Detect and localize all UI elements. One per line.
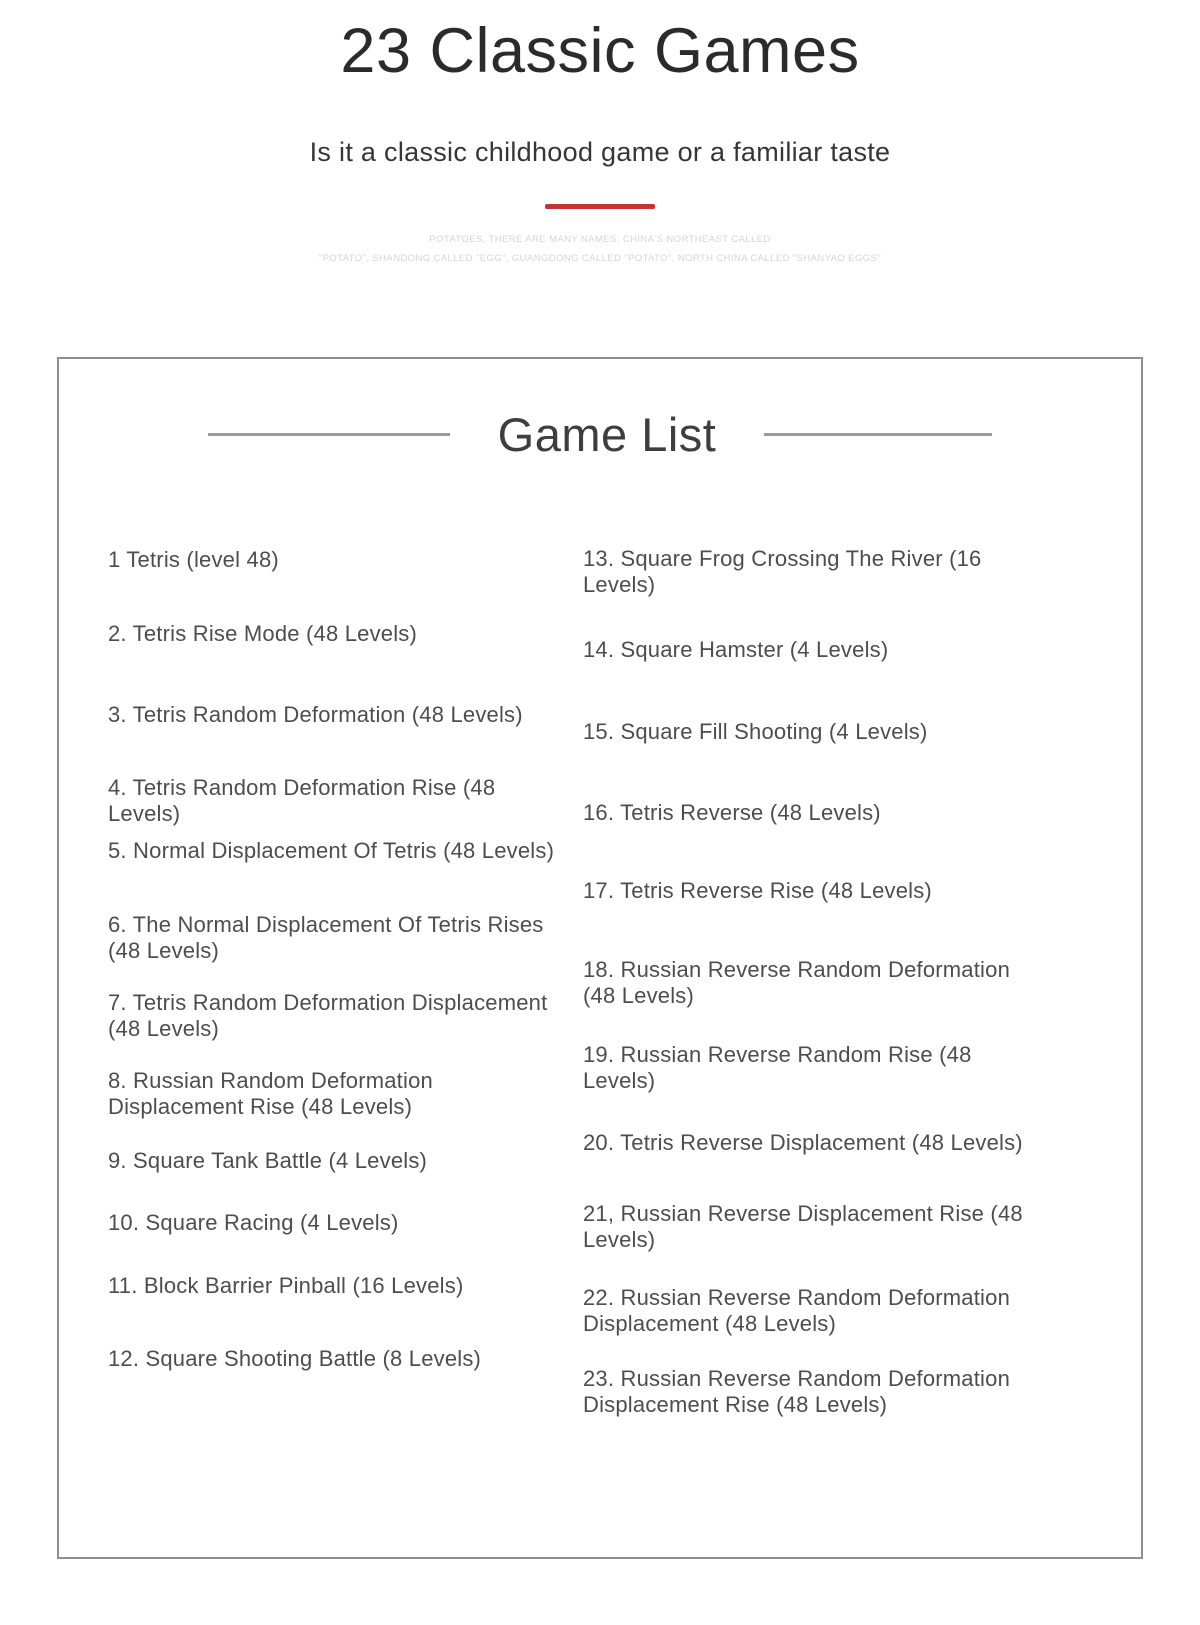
list-item-12: 12. Square Shooting Battle (8 Levels) — [108, 1345, 482, 1371]
game-list-heading-row — [59, 407, 1141, 462]
list-item-5: 5. Normal Displacement Of Tetris (48 Levels) — [108, 837, 555, 863]
list-item-11: 11. Block Barrier Pinball (16 Levels) — [108, 1272, 464, 1298]
list-item-21: 21, Russian Reverse Displacement Rise (48 Levels) — [583, 1200, 1023, 1252]
list-item-23: 23. Russian Reverse Random Deformation Displacement Rise (48 Levels) — [583, 1365, 1011, 1417]
page-header — [0, 16, 1200, 265]
page-subtitle: Is it a classic childhood game or a familiar taste — [309, 136, 891, 167]
game-list-heading: Game List — [497, 407, 717, 461]
watermark-line-1: POTATOES, THERE ARE MANY NAMES, CHINA'S NORTHEAST CALLED — [429, 233, 771, 245]
list-item-13: 13. Square Frog Crossing The River (16 Levels) — [583, 545, 982, 597]
list-item-2: 2. Tetris Rise Mode (48 Levels) — [108, 620, 418, 646]
list-item-14: 14. Square Hamster (4 Levels) — [583, 636, 889, 662]
list-item-7: 7. Tetris Random Deformation Displacement (48 Levels) — [108, 989, 548, 1041]
list-item-19: 19. Russian Reverse Random Rise (48 Levels) — [583, 1041, 972, 1093]
list-item-3: 3. Tetris Random Deformation (48 Levels) — [108, 701, 523, 727]
list-item-17: 17. Tetris Reverse Rise (48 Levels) — [583, 877, 932, 903]
list-item-15: 15. Square Fill Shooting (4 Levels) — [583, 718, 928, 744]
heading-line-right — [764, 433, 992, 436]
list-item-22: 22. Russian Reverse Random Deformation Displacement (48 Levels) — [583, 1284, 1011, 1336]
list-item-18: 18. Russian Reverse Random Deformation (48 Levels) — [583, 956, 1011, 1008]
list-item-16: 16. Tetris Reverse (48 Levels) — [583, 799, 881, 825]
red-divider — [545, 204, 655, 209]
game-list-box — [57, 357, 1143, 1559]
list-item-9: 9. Square Tank Battle (4 Levels) — [108, 1147, 428, 1173]
heading-line-left — [208, 433, 450, 436]
list-item-10: 10. Square Racing (4 Levels) — [108, 1209, 399, 1235]
list-item-4: 4. Tetris Random Deformation Rise (48 Levels) — [108, 774, 496, 826]
watermark-line-2: "POTATO", SHANDONG CALLED "EGG", GUANGDONG CALLED "POTATO", NORTH CHINA CALLED "SHANYAO EGGS" — [318, 252, 882, 264]
list-item-20: 20. Tetris Reverse Displacement (48 Levels) — [583, 1129, 1023, 1155]
page-title: 23 Classic Games — [340, 16, 860, 86]
list-item-6: 6. The Normal Displacement Of Tetris Rises (48 Levels) — [108, 911, 544, 963]
list-item-1: 1 Tetris (level 48) — [108, 546, 279, 572]
list-item-8: 8. Russian Random Deformation Displacement Rise (48 Levels) — [108, 1067, 433, 1119]
